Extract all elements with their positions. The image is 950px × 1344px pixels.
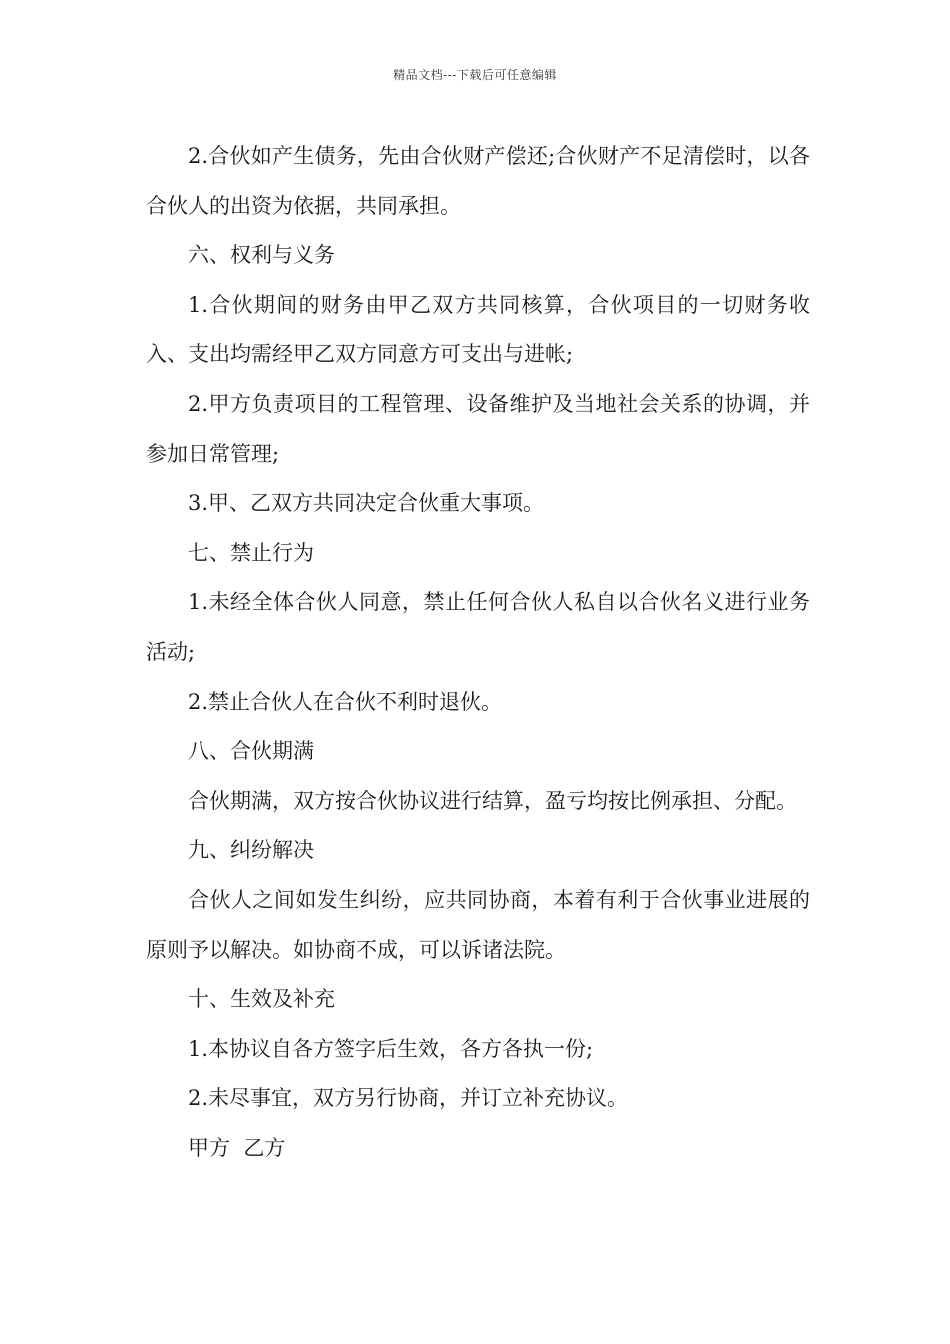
section-heading-term-expiry: 八、合伙期满 [188, 739, 314, 764]
clause-dispute: 合伙人之间如发生纠纷，应共同协商，本着有利于合伙事业进展的原则予以解决。如协商不成，可以诉诸法院。 [146, 887, 810, 962]
clause-party-a-duties: 2.甲方负责项目的工程管理、设备维护及当地社会关系的协调，并参加日常管理; [146, 391, 810, 466]
section-heading-effect-supplement: 十、生效及补充 [188, 987, 335, 1012]
clause-finance-accounting: 1.合伙期间的财务由甲乙双方共同核算，合伙项目的一切财务收入、支出均需经甲乙双方同意方可支出与进帐; [146, 292, 810, 367]
section-heading-dispute-resolution: 九、纠纷解决 [188, 838, 314, 863]
clause-no-private-business: 1.未经全体合伙人同意，禁止任何合伙人私自以合伙名义进行业务活动; [146, 590, 810, 664]
clause-major-decisions: 3.甲、乙双方共同决定合伙重大事项。 [188, 491, 545, 516]
clause-settlement: 合伙期满，双方按合伙协议进行结算，盈亏均按比例承担、分配。 [188, 788, 797, 813]
clause-supplement: 2.未尽事宜，双方另行协商，并订立补充协议。 [188, 1086, 629, 1111]
section-heading-prohibited-acts: 七、禁止行为 [188, 540, 314, 565]
section-heading-rights-obligations: 六、权利与义务 [188, 243, 335, 268]
clause-debt-liability: 2.合伙如产生债务，先由合伙财产偿还;合伙财产不足清偿时，以各合伙人的出资为依据，共同承担。 [146, 144, 810, 218]
document-body [146, 132, 810, 1173]
signature-parties: 甲方 乙方 [188, 1135, 286, 1160]
page-header: 精品文档---下载后可任意编辑 [393, 68, 557, 82]
clause-effective: 1.本协议自各方签字后生效，各方各执一份; [188, 1036, 594, 1061]
clause-no-withdrawal: 2.禁止合伙人在合伙不利时退伙。 [188, 689, 503, 714]
